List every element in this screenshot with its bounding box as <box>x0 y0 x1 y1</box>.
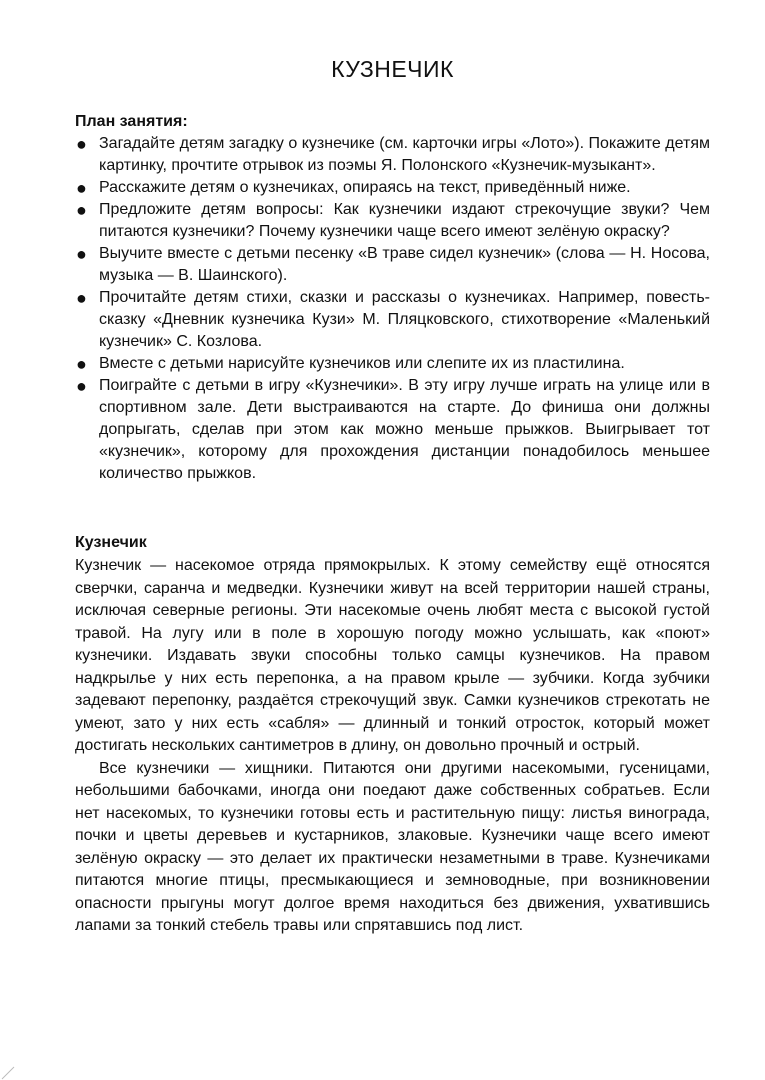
bullet-icon: ● <box>76 134 87 154</box>
section-heading: Кузнечик <box>75 534 147 551</box>
bullet-icon: ● <box>76 178 87 198</box>
list-item <box>75 287 710 353</box>
list-item <box>75 199 710 243</box>
list-item-text: Прочитайте детям стихи, сказки и рассказы о кузнечиках. Например, повесть-сказку «Дневник кузнечика Кузи» М. Пляцковского, стихотворение «Маленький кузнечик» С. Козлова. <box>99 289 710 350</box>
bullet-icon: ● <box>76 244 87 264</box>
list-item <box>75 133 710 177</box>
list-item-text: Загадайте детям загадку о кузнечике (см. карточки игры «Лото»). Покажите детям картинку, прочтите отрывок из поэмы Я. Полонского «Кузнечик-музыкант». <box>99 135 710 174</box>
list-item-text: Предложите детям вопросы: Как кузнечики издают стрекочущие звуки? Чем питаются кузнечики? Почему кузнечики чаще всего имеют зелёную окраску? <box>99 201 710 240</box>
bullet-icon: ● <box>76 200 87 220</box>
page-title: КУЗНЕЧИК <box>331 56 454 82</box>
list-item-text: Выучите вместе с детьми песенку «В траве сидел кузнечик» (слова — Н. Носова, музыка — В. Шаинского). <box>99 245 710 284</box>
section-body <box>75 555 710 938</box>
plan-heading: План занятия: <box>75 113 188 130</box>
bullet-icon: ● <box>76 288 87 308</box>
list-item <box>75 243 710 287</box>
list-item <box>75 375 710 485</box>
list-item <box>75 353 710 375</box>
bullet-icon: ● <box>76 354 87 374</box>
list-item-text: Вместе с детьми нарисуйте кузнечиков или слепите их из пластилина. <box>99 355 625 372</box>
paragraph: Кузнечик — насекомое отряда прямокрылых. К этому семейству ещё относятся сверчки, саранча и медведки. Кузнечики живут на всей территории нашей страны, исключая северные регионы. Эти насекомые очень любят места с высокой густой травой. На лугу или в поле в хорошую погоду можно услышать, как «поют» кузнечики. Издавать звуки способны только самцы кузнечиков. На правом надкрылье у них есть перепонка, а на правом крыле — зубчики. Когда зубчики задевают перепонку, раздаётся стрекочущий звук. Самки кузнечиков стрекотать не умеют, зато у них есть «сабля» — длинный и тонкий отросток, который может достигать нескольких сантиметров в длину, он довольно прочный и острый. <box>75 557 710 754</box>
paragraph: Все кузнечики — хищники. Питаются они другими насекомыми, гусеницами, небольшими бабочками, иногда они поедают даже собственных собратьев. Если нет насекомых, то кузнечики готовы есть и растительную пищу: листья винограда, почки и цветы деревьев и кустарников, злаковые. Кузнечики чаще всего имеют зелёную окраску — это делает их практически незаметными в траве. Кузнечиками питаются многие птицы, пресмыкающиеся и земноводные, при возникновении опасности прыгуны могут долгое время находиться без движения, ухватившись лапами за тонкий стебель травы или спрятавшись под лист. <box>75 759 710 934</box>
list-item-text: Расскажите детям о кузнечиках, опираясь на текст, приведённый ниже. <box>99 179 631 196</box>
list-item-text: Поиграйте с детьми в игру «Кузнечики». В эту игру лучше играть на улице или в спортивном зале. Дети выстраиваются на старте. До финиша они должны допрыгать, сделав при этом как можно меньше прыжков. Выигрывает тот «кузнечик», которому для прохождения дистанции понадобилось меньшее количество прыжков. <box>99 377 710 482</box>
list-item <box>75 177 710 199</box>
page-corner-mark-icon <box>0 1064 16 1080</box>
bullet-icon: ● <box>76 376 87 396</box>
plan-list <box>75 133 710 485</box>
